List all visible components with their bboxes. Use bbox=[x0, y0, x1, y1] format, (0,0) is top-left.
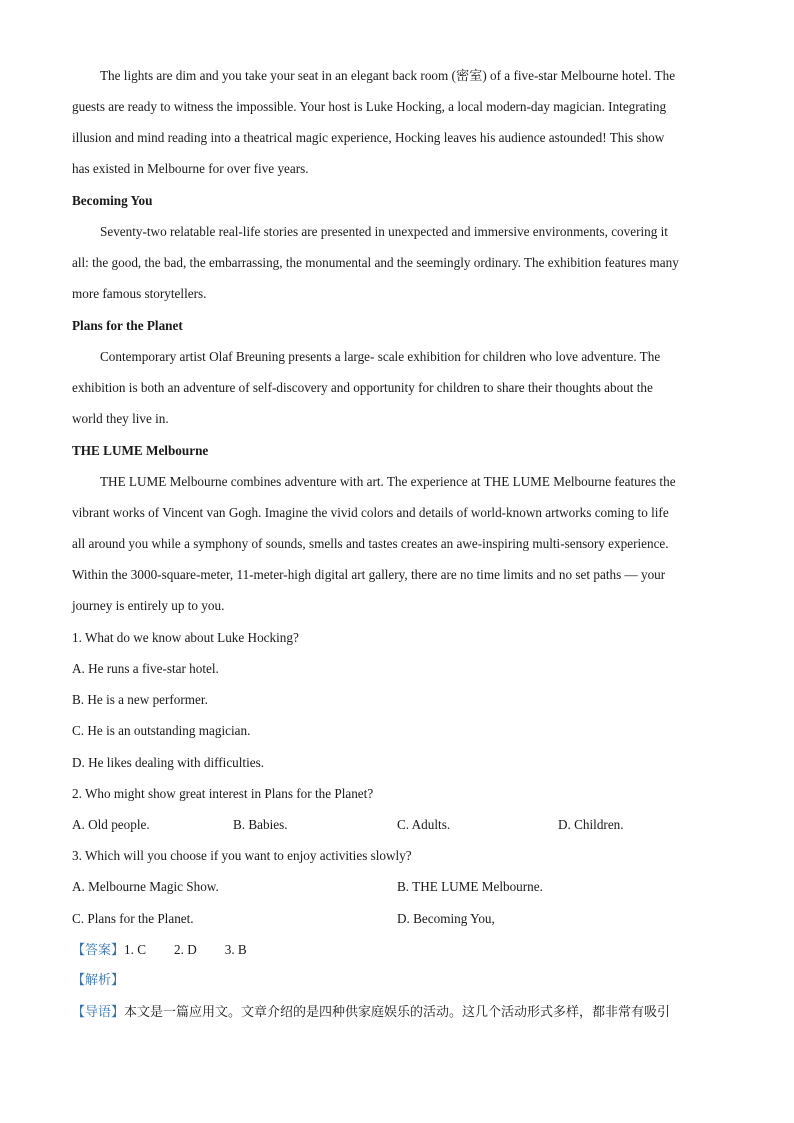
analysis-label: 【解析】 bbox=[72, 973, 125, 988]
section-2-line-3: world they live in. bbox=[72, 411, 169, 426]
question-3-option-c: C. Plans for the Planet. bbox=[72, 911, 194, 926]
question-1-option-a: A. He runs a five-star hotel. bbox=[72, 661, 219, 676]
section-heading-plans-for-the-planet: Plans for the Planet bbox=[72, 318, 183, 333]
question-2-stem: 2. Who might show great interest in Plans for the Planet? bbox=[72, 786, 374, 801]
question-1-option-b: B. He is a new performer. bbox=[72, 692, 208, 707]
intro-line-4: has existed in Melbourne for over five years. bbox=[72, 161, 309, 176]
answer-label: 【答案】 bbox=[72, 943, 125, 958]
intro-line-1: The lights are dim and you take your seat in an elegant back room (密室) of a five-star Melbourne hotel. The bbox=[100, 68, 676, 83]
section-3-line-3: all around you while a symphony of sounds, smells and tastes creates an awe-inspiring multi-sensory experience. bbox=[72, 536, 669, 551]
guide-text: 本文是一篇应用文。文章介绍的是四种供家庭娱乐的活动。这几个活动形式多样，都非常有吸引 bbox=[124, 1005, 671, 1020]
question-3-option-d: D. Becoming You, bbox=[397, 911, 495, 926]
question-2-option-a: A. Old people. bbox=[72, 817, 150, 832]
section-heading-becoming-you: Becoming You bbox=[72, 193, 153, 208]
section-3-line-4: Within the 3000-square-meter, 11-meter-high digital art gallery, there are no time limits and no set paths — your bbox=[72, 567, 666, 582]
section-3-line-2: vibrant works of Vincent van Gogh. Imagine the vivid colors and details of world-known artworks coming to life bbox=[72, 505, 669, 520]
question-1-option-d: D. He likes dealing with difficulties. bbox=[72, 755, 265, 770]
answer-3: 3. B bbox=[224, 942, 247, 957]
question-2-option-c: C. Adults. bbox=[397, 817, 451, 832]
section-2-line-1: Contemporary artist Olaf Breuning presents a large- scale exhibition for children who love adventure. The bbox=[100, 349, 661, 364]
answer-2: 2. D bbox=[174, 942, 197, 957]
intro-line-2: guests are ready to witness the impossible. Your host is Luke Hocking, a local modern-day magician. Integrating bbox=[72, 99, 667, 114]
section-1-line-3: more famous storytellers. bbox=[72, 286, 207, 301]
guide-label: 【导语】 bbox=[72, 1005, 125, 1020]
question-2-option-b: B. Babies. bbox=[233, 817, 288, 832]
section-3-line-1: THE LUME Melbourne combines adventure with art. The experience at THE LUME Melbourne features the bbox=[100, 474, 676, 489]
section-1-line-1: Seventy-two relatable real-life stories are presented in unexpected and immersive environments, covering it bbox=[100, 224, 668, 239]
intro-line-3: illusion and mind reading into a theatrical magic experience, Hocking leaves his audience astounded! This show bbox=[72, 130, 665, 145]
section-1-line-2: all: the good, the bad, the embarrassing, the monumental and the seemingly ordinary. The exhibition features many bbox=[72, 255, 679, 270]
section-3-line-5: journey is entirely up to you. bbox=[72, 598, 225, 613]
question-2-option-d: D. Children. bbox=[558, 817, 624, 832]
question-1-stem: 1. What do we know about Luke Hocking? bbox=[72, 630, 299, 645]
answer-row bbox=[72, 941, 247, 960]
answer-1: 1. C bbox=[124, 942, 146, 957]
question-3-option-b: B. THE LUME Melbourne. bbox=[397, 879, 543, 894]
section-2-line-2: exhibition is both an adventure of self-discovery and opportunity for children to share their thoughts about the bbox=[72, 380, 653, 395]
section-heading-the-lume: THE LUME Melbourne bbox=[72, 443, 209, 458]
question-3-stem: 3. Which will you choose if you want to enjoy activities slowly? bbox=[72, 848, 412, 863]
guide-row bbox=[72, 1003, 670, 1022]
question-1-option-c: C. He is an outstanding magician. bbox=[72, 723, 251, 738]
question-3-option-a: A. Melbourne Magic Show. bbox=[72, 879, 219, 894]
